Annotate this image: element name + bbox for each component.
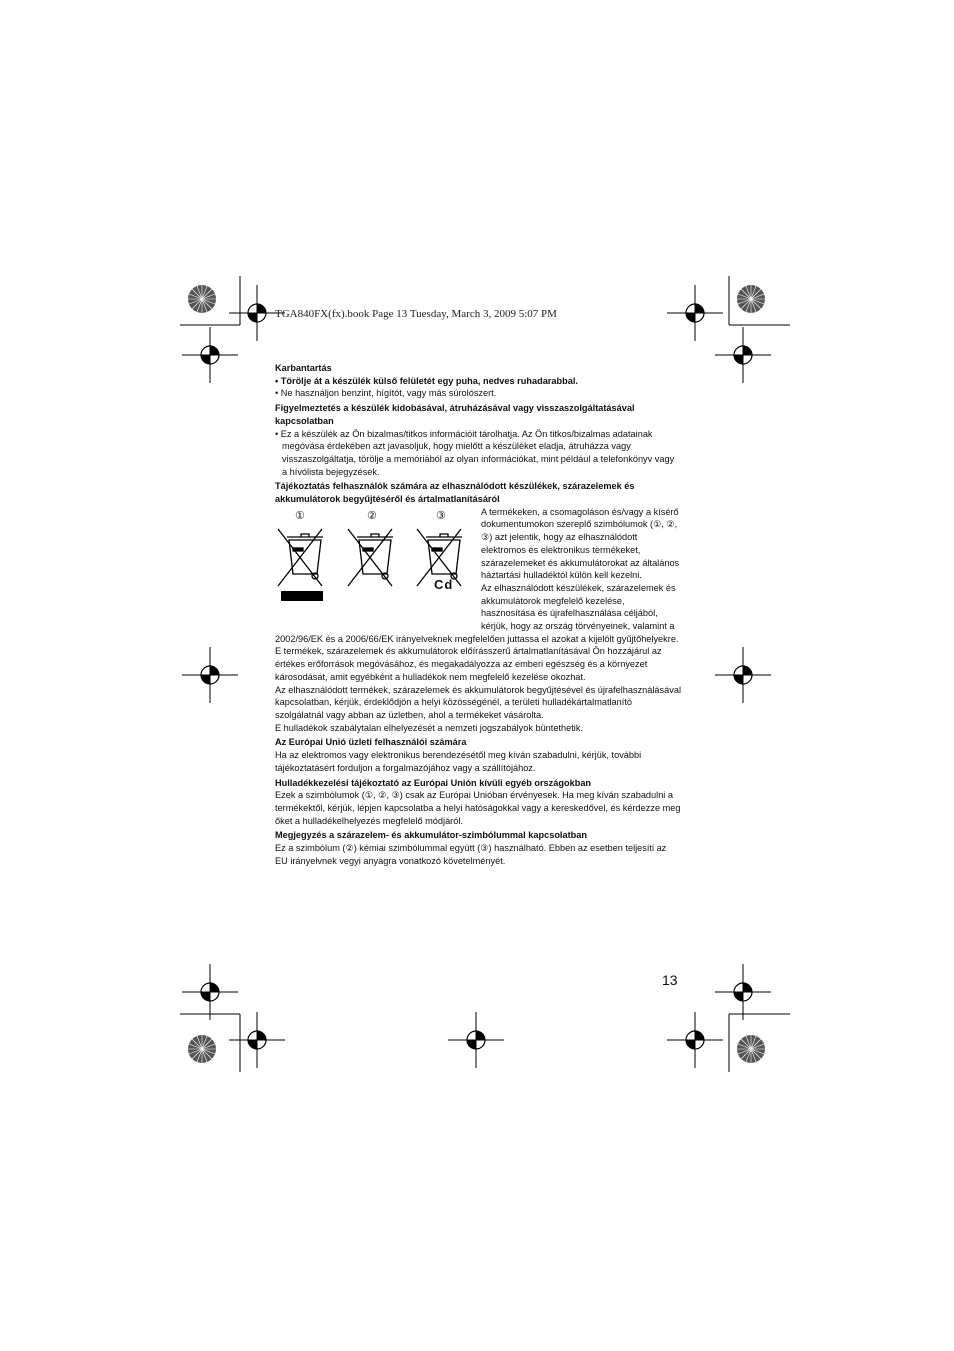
eu-business-text: Ha az elektromos vagy elektronikus berendezésétől meg kíván szabadulni, kérjük, további tájékoztatásért forduljon a forgalmazójához vagy a szállítójához. [275, 750, 642, 773]
section-title-maintenance: Karbantartás [275, 363, 332, 373]
section-title-disposal-warning: Figyelmeztetés a készülék kidobásával, átruházásával vagy visszaszolgáltatásával kapcsolatban [275, 403, 635, 426]
crossed-bin-icons [275, 510, 475, 622]
info-users-para-1: A termékeken, a csomagoláson és/vagy a kísérő dokumentumokon szereplő szimbólumok (①, ②, ③) azt jelentik, hogy az elhasználódott elektromos és elektronikus termékeket, szárazelemeket és akkumulátorokat az általános háztartási hulladéktól külön kell kezelni. [481, 506, 680, 581]
crossed-bin-icon [278, 529, 323, 586]
maintenance-bullet-1: • Törölje át a készülék külső felületét egy puha, nedves ruhadarabbal. [275, 375, 578, 386]
cd-chemical-symbol: Cd [434, 576, 454, 592]
symbol-label-1: ① [295, 509, 305, 522]
section-title-outside-eu: Hulladékkezelési tájékoztató az Európai Unión kívüli egyéb országokban [275, 777, 592, 788]
disposal-warning-bullet: • Ez a készülék az Ön bizalmas/titkos információit tárolhatja. Az Ön titkos/bizalmas adatainak megóvása érdekében azt javasoljuk, hogy mielőtt a készüléket eladja, átruházza vagy visszaszolgáltatja, törölje a memóriából az olyan információkat, mint például a telefonkönyv vagy a hívólista bejegyzések. [275, 428, 675, 477]
symbol-label-2: ② [367, 509, 377, 522]
info-users-para-2: Az elhasználódott készülékek, szárazelemek és akkumulátorok megfelelő kezelése, hasznosítása és újrafelhasználása céljából, kérjük, hogy az ország törvényeinek, valamint a 2002/96/EK és a 2006/66/EK irányelveknek megfelelően juttassa el azokat a kijelölt gyűjtőhelyekre. [275, 582, 679, 644]
battery-note-text: Ez a szimbólum (②) kémiai szimbólummal együtt (③) használható. Ebben az esetben teljesíti az EU irányelvnek vegyi anyagra vonatkozó követelményét. [275, 843, 667, 866]
document-body [275, 362, 681, 867]
info-users-para-3: E termékek, szárazelemek és akkumulátorok előírásszerű ártalmatlanításával Ön hozzájárul az értékes erőforrások megóvásához, és megakadályozza az emberi egészség és a környezet károsodását, amit egyébként a hulladékok nem megfelelő kezelése okozhat. [275, 646, 662, 682]
black-bar [281, 591, 323, 601]
info-users-para-4: Az elhasználódott termékek, szárazelemek és akkumulátorok begyűjtésével és újrafelhasználásával kapcsolatban, kérjük, érdeklődjön a helyi közösségénél, a területi hulladékártalmatlanító szolgálatnál vagy abban az üzletben, ahol a termékeket vásárolta. [275, 684, 681, 720]
section-title-info-users: Tájékoztatás felhasználók számára az elhasználódott készülékek, szárazelemek és akkumulátorok begyűjtéséről és ártalmatlanításáról [275, 481, 635, 505]
info-users-para-5: E hulladékok szabálytalan elhelyezését a nemzeti jogszabályok büntethetik. [275, 722, 583, 733]
page-number: 13 [662, 972, 678, 988]
symbol-label-3: ③ [436, 509, 446, 522]
print-header: TGA840FX(fx).book Page 13 Tuesday, March 3, 2009 5:07 PM [275, 308, 557, 320]
outside-eu-text: Ezek a szimbólumok (①, ②, ③) csak az Európai Unióban érvényesek. Ha meg kíván szabadulni a termékektől, kérjük, lépjen kapcsolatba a helyi hatóságokkal vagy a kereskedővel, és kérdezze meg őket a hulladékelhelyezés megfelelő módjáról. [275, 790, 681, 826]
maintenance-bullet-2: • Ne használjon benzint, hígítót, vagy más súrolószert. [275, 388, 497, 399]
section-title-eu-business: Az Európai Unió üzleti felhasználói számára [275, 737, 467, 748]
crossed-bin-icon [348, 529, 393, 586]
section-title-battery-note: Megjegyzés a szárazelem- és akkumulátor-szimbólummal kapcsolatban [275, 830, 587, 841]
weee-symbols [275, 510, 475, 622]
